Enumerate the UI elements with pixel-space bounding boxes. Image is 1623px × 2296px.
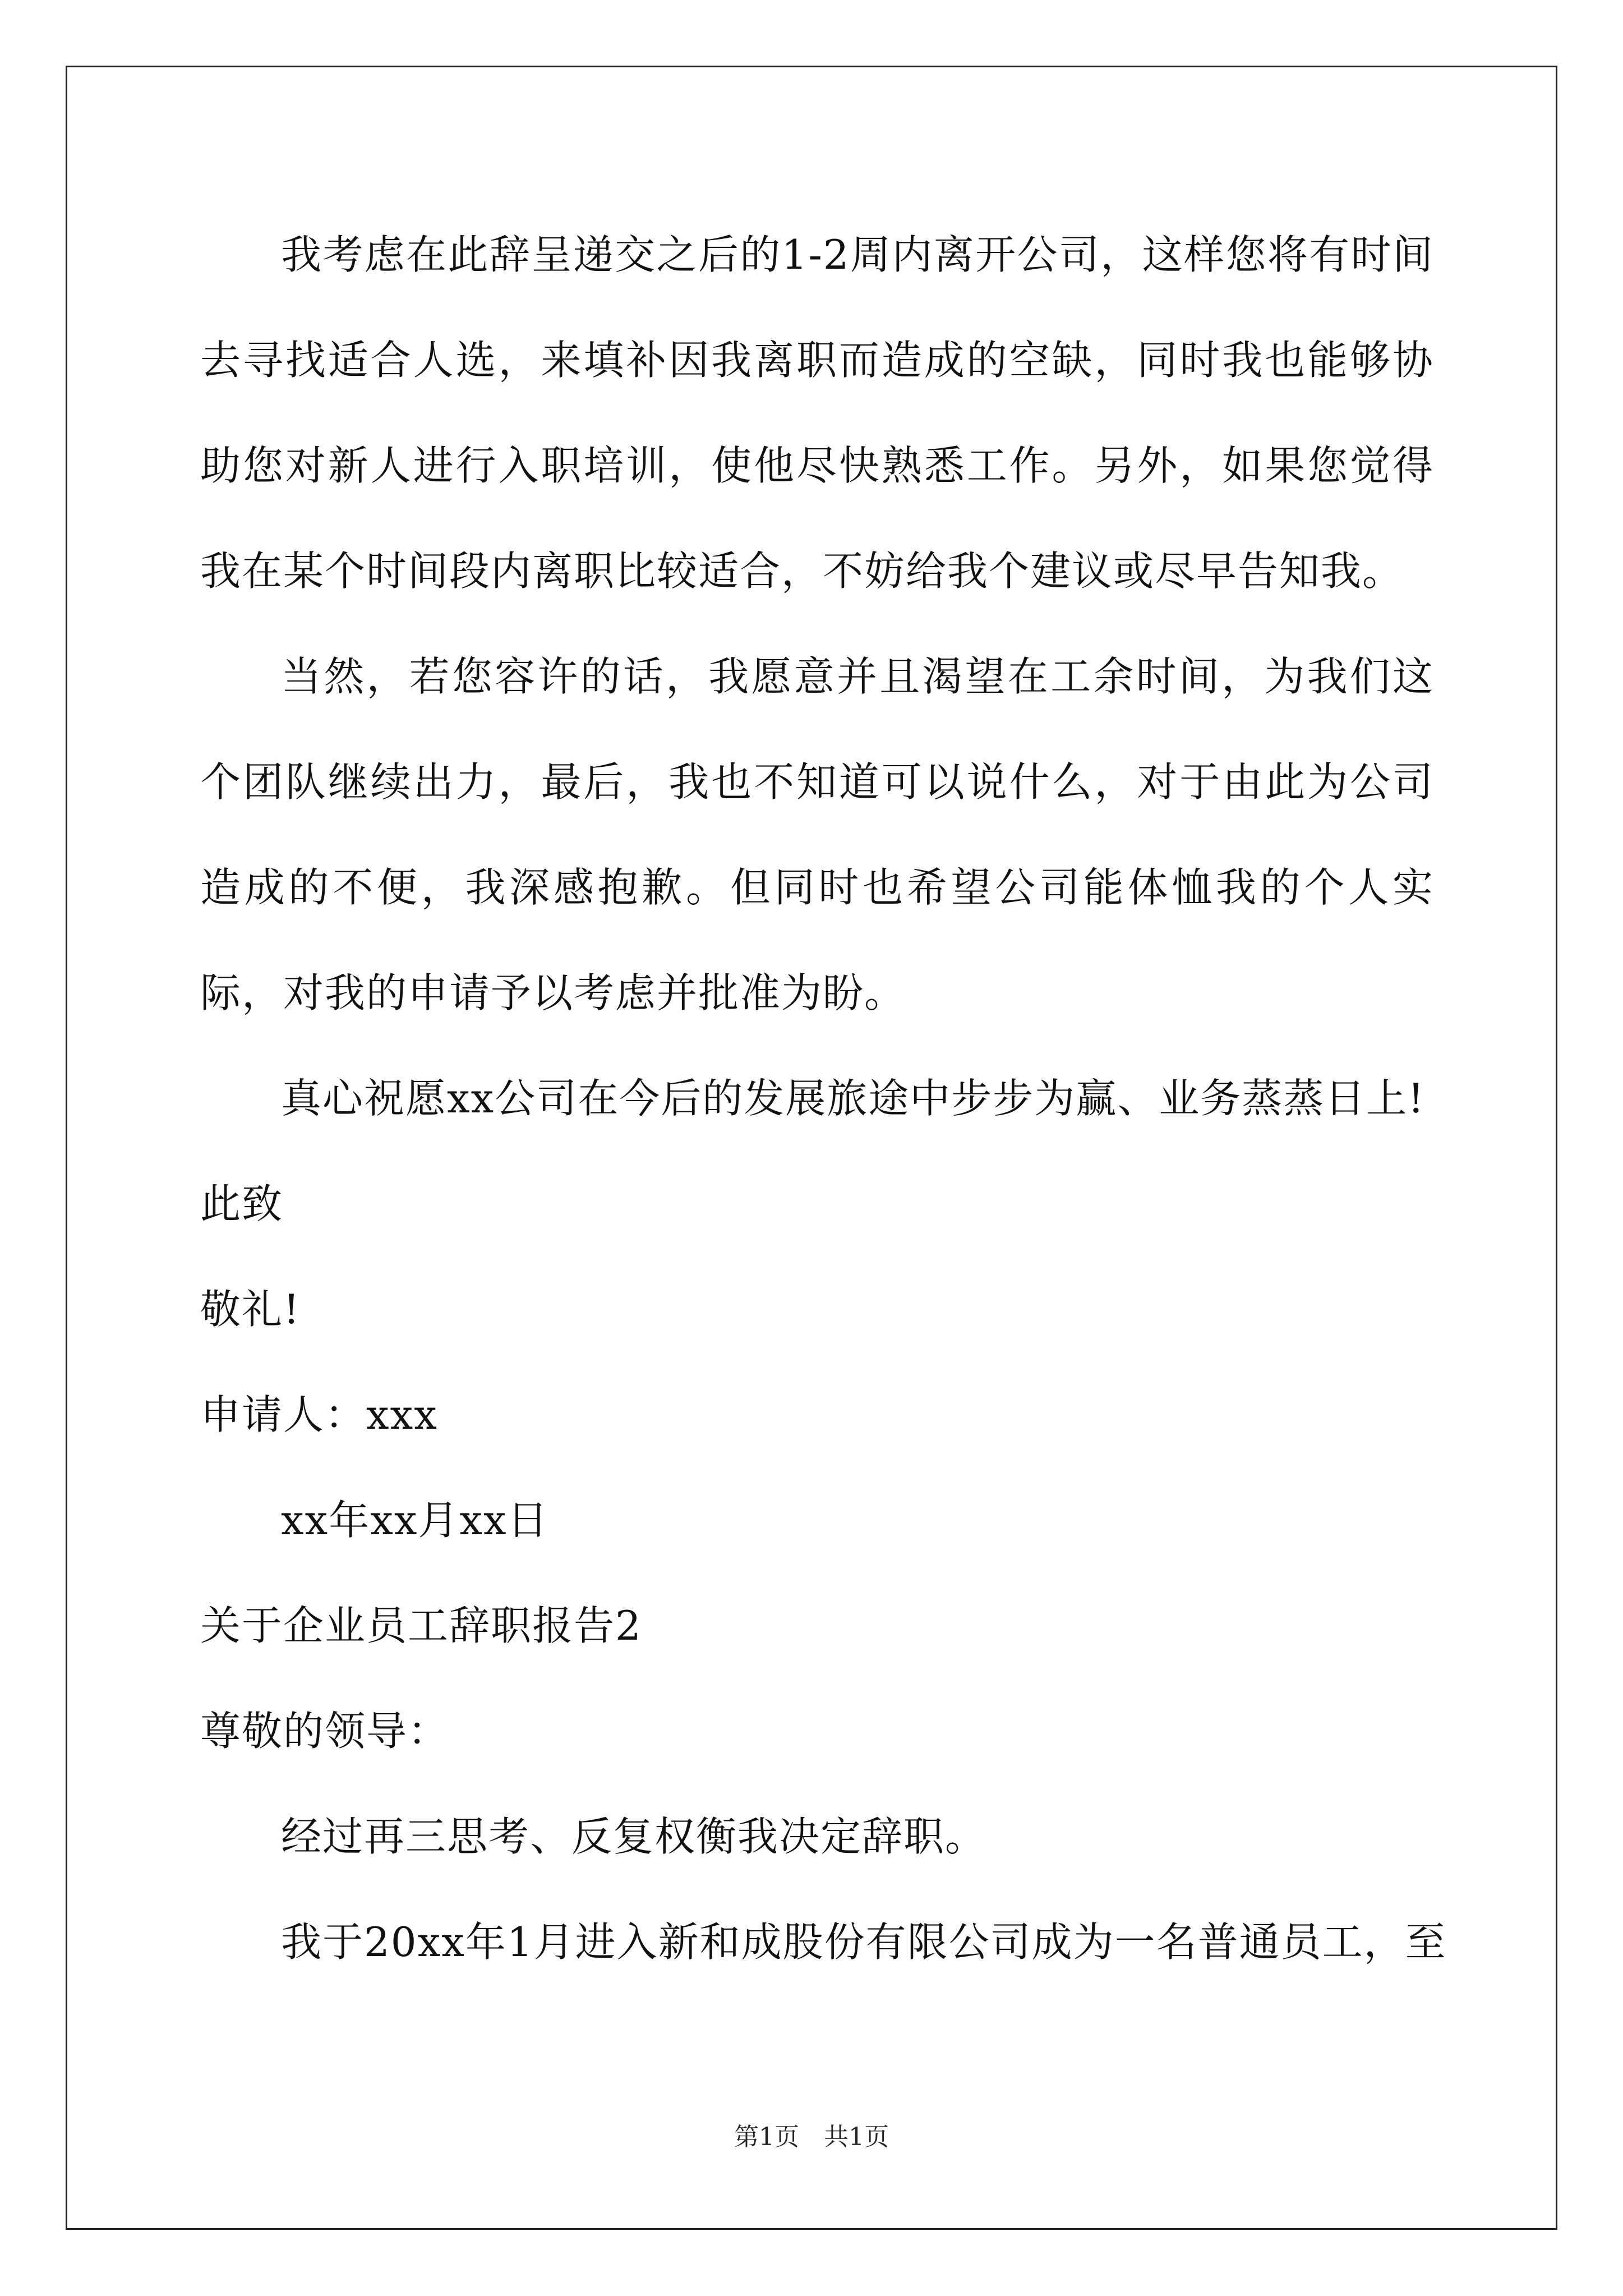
paragraph-decision: 经过再三思考、反复权衡我决定辞职。 (281, 1813, 987, 1860)
page-number-total: 共1页 (824, 2123, 889, 2151)
closing-salute: 此致 (200, 1180, 284, 1227)
page-number-current: 第1页 (734, 2123, 799, 2151)
paragraph-apology: 当然，若您容许的话，我愿意并且渴望在工余时间，为我们这个团队继续出力，最后，我也不知道可以说什么，对于由此为公司造成的不便，我深感抱歉。但同时也希望公司能体恤我的个人实际，对我的申请予以考虑并批准为盼。 (200, 653, 1434, 1016)
date-line: xx年xx月xx日 (281, 1497, 549, 1544)
document-body (200, 202, 1447, 1995)
page-footer (0, 2120, 1623, 2154)
salutation: 尊敬的领导： (200, 1708, 450, 1755)
closing-regards: 敬礼! (200, 1286, 301, 1333)
paragraph-notice-period: 我考虑在此辞呈递交之后的1-2周内离开公司，这样您将有时间去寻找适合人选，来填补因我离职而造成的空缺，同时我也能够协助您对新人进行入职培训，使他尽快熟悉工作。另外，如果您觉得我在某个时间段内离职比较适合，不妨给我个建议或尽早告知我。 (200, 231, 1434, 595)
paragraph-employment: 我于20xx年1月进入新和成股份有限公司成为一名普通员工，至 (281, 1918, 1447, 1966)
paragraph-wishes: 真心祝愿xx公司在今后的发展旅途中步步为赢、业务蒸蒸日上! (281, 1075, 1426, 1122)
section-title: 关于企业员工辞职报告2 (200, 1602, 642, 1649)
applicant-line: 申请人：xxx (200, 1391, 438, 1438)
